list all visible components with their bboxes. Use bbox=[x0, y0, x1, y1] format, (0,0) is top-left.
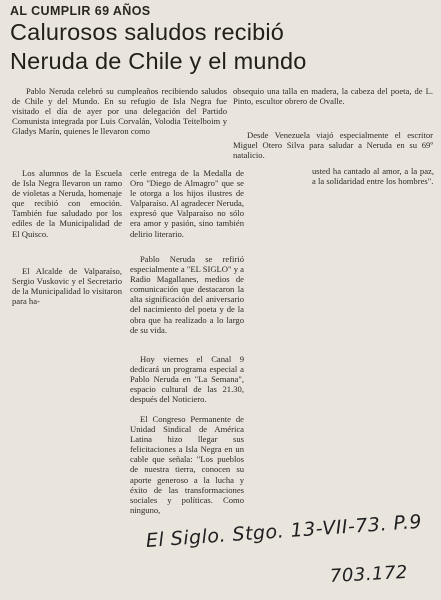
col3-paragraph-3: usted ha cantado al amor, a la paz, a la solidaridad entre los hombres". bbox=[312, 166, 434, 187]
col3-paragraph-1: obsequio una talla en madera, la cabeza del poeta, de L. Pinto, escultor obrero de Ovalle. bbox=[233, 86, 433, 107]
col1-paragraph-3: El Alcalde de Valparaíso, Sergio Vuskovic y el Secretario de la Municipalidad lo visitaron para ha- bbox=[12, 266, 122, 307]
handwritten-source-note: El Siglo. Stgo. 13-VII-73. P.9 bbox=[145, 510, 423, 552]
col2-paragraph-3: Hoy viernes el Canal 9 dedicará un programa especial a Pablo Neruda en "La Semana", espacio cultural de las 21.30, después del Noticiero. bbox=[130, 354, 244, 405]
col1-paragraph-2: Los alumnos de la Escuela de Isla Negra llevaron un ramo de violetas a Neruda, homenaje que recibió con emoción. También fue saludado por los ediles de la Municipalidad de El Quisco. bbox=[12, 168, 122, 239]
handwritten-catalog-number: 703.172 bbox=[329, 561, 409, 587]
col3-paragraph-2: Desde Venezuela viajó especialmente el escritor Miguel Otero Silva para saludar a Neruda en su 69º natalicio. bbox=[233, 130, 433, 161]
col2-paragraph-4: El Congreso Permanente de Unidad Sindical de América Latina hizo llegar sus felicitaciones a Isla Negra en un cable que señala: "Los pueblos de nuestra tierra, conocen su aporte generoso a la lucha y éxito de las transformaciones sociales y políticas. Como ninguno, bbox=[130, 414, 244, 515]
col2-paragraph-1: cerle entrega de la Medalla de Oro "Diego de Almagro" que se le otorga a los hijos ilustres de Valparaíso. Al agradecer Neruda, expresó que Valparaíso no sólo era amor y pasión, sino también delirio literario. bbox=[130, 168, 244, 239]
intro-paragraph: Pablo Neruda celebró su cumpleaños recibiendo saludos de Chile y del Mundo. En su refugio de Isla Negra fue visitado el día de ayer por una delegación del Partido Comunista integrada por Luis Corvalán, Volodia Teitelboim y Gladys Marín, quienes le llevaron como bbox=[12, 86, 227, 137]
kicker: AL CUMPLIR 69 AÑOS bbox=[10, 4, 151, 18]
col2-paragraph-2: Pablo Neruda se refirió especialmente a "EL SIGLO" y a Radio Magallanes, medios de comunicación que destacaron la alta significación del aniversario del nacimiento del poeta y de la obra que ha realizado a lo largo de su vida. bbox=[130, 254, 244, 335]
headline-line-1: Calurosos saludos recibió bbox=[10, 19, 285, 45]
headline-line-2: Neruda de Chile y el mundo bbox=[10, 48, 307, 74]
headline bbox=[10, 18, 435, 76]
